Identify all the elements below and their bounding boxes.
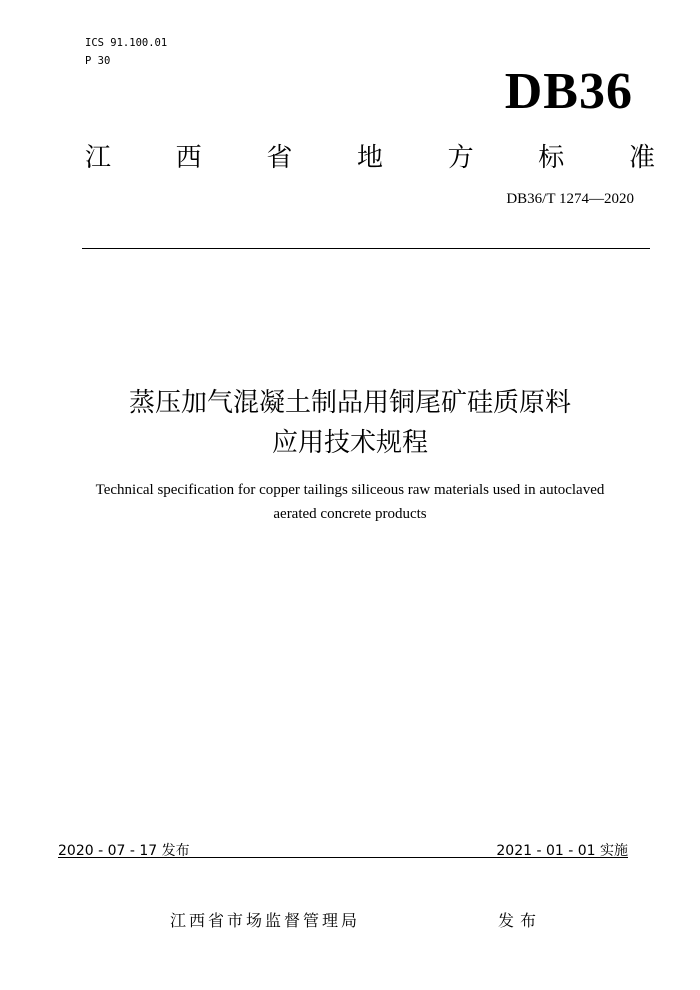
standard-type-char: 省 — [266, 143, 293, 173]
english-title-line-2: aerated concrete products — [273, 506, 427, 522]
standard-type-char: 方 — [447, 143, 474, 173]
chinese-title-line-1: 蒸压加气混凝土制品用铜尾矿硅质原料 — [128, 388, 571, 418]
ccs-code: P 30 — [85, 55, 111, 67]
english-title-line-1: Technical specification for copper tailings siliceous raw materials used in autoclaved — [95, 482, 605, 498]
db-logo: DB36 — [504, 63, 633, 120]
standard-type-heading — [85, 137, 655, 174]
header-divider — [82, 248, 650, 249]
implementation-date: 2021 - 01 - 01 实施 — [496, 843, 628, 859]
chinese-title-line-2: 应用技术规程 — [271, 428, 428, 458]
footer-divider — [58, 857, 628, 858]
standard-type-char: 准 — [628, 143, 655, 173]
issuing-authority: 江西省市场监督管理局 — [170, 911, 361, 930]
issue-date: 2020 - 07 - 17 发布 — [58, 843, 190, 859]
publish-label: 发布 — [498, 911, 543, 930]
standard-type-char: 江 — [85, 143, 112, 173]
standard-type-char: 地 — [356, 143, 383, 173]
ics-code: ICS 91.100.01 — [85, 37, 168, 49]
standard-type-char: 西 — [175, 143, 202, 173]
standard-number: DB36/T 1274—2020 — [506, 191, 634, 207]
standard-type-char: 标 — [538, 143, 565, 173]
